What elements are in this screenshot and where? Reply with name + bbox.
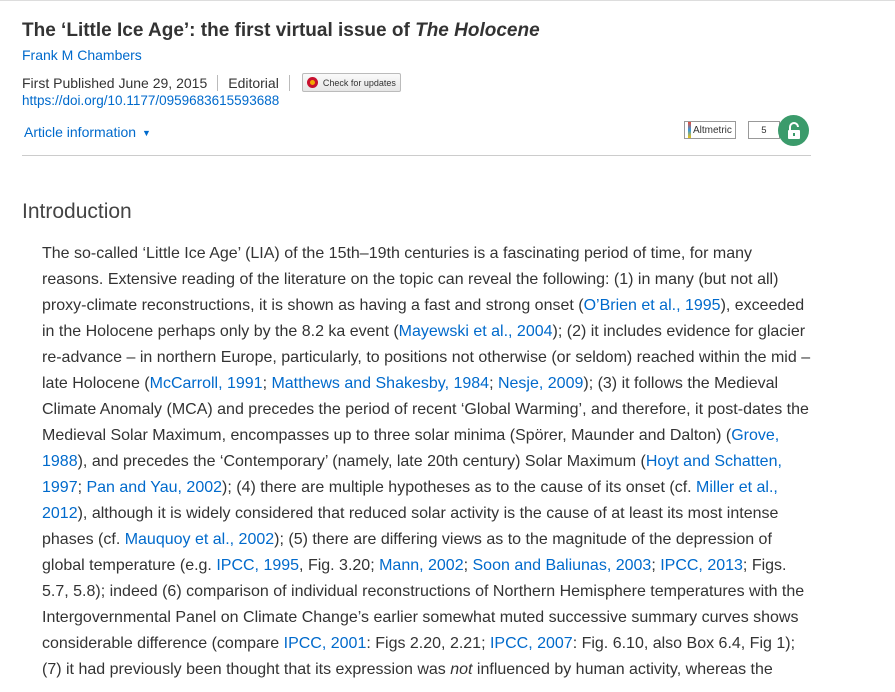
citation-link[interactable]: Hoyt and Schatten, 1997: [42, 453, 782, 496]
paragraph-text: ;: [651, 557, 661, 574]
paragraph-text: influenced by human activity, whereas the: [472, 661, 773, 678]
citation-link[interactable]: Grove, 1988: [42, 427, 780, 470]
section-heading: Introduction: [22, 200, 132, 223]
altmetric-label-box: [684, 121, 736, 139]
citation-link[interactable]: Nesje, 2009: [497, 375, 584, 392]
citation-link[interactable]: Mann, 2002: [379, 557, 464, 574]
top-border: [0, 0, 895, 5]
paragraph-text: ); (4) there are multiple hypotheses as to the cause of its onset (cf.: [222, 479, 697, 496]
citation-link[interactable]: Mayewski et al., 2004: [398, 323, 553, 340]
journal-name: The Holocene: [415, 20, 540, 41]
paragraph-text: ; Figs. 5.7, 5.8); indeed (6) comparison of individual reconstructions of Northern Hemisphere temperatures with the Intergovernmental Panel on Climate Change’s earlier somewhat muted successive summary curves shows considerable difference (compare: [42, 557, 805, 652]
open-access-badge[interactable]: [778, 115, 809, 146]
article-title: [22, 20, 540, 42]
citation-link[interactable]: Miller et al., 2012: [42, 479, 778, 522]
paragraph-text: The so-called ‘Little Ice Age’ (LIA) of the 15th–19th centuries is a fascinating period of time, for many reasons. Extensive reading of the literature on the topic can reveal the following: (1) in many (but not all) proxy-climate reconstructions, it is shown as having a fast and strong onset (: [42, 245, 779, 314]
citation-link[interactable]: IPCC, 2007: [489, 635, 573, 652]
citation-link[interactable]: IPCC, 2001: [283, 635, 367, 652]
altmetric-donut-icon: [688, 122, 691, 138]
paragraph-text: ); (2) it includes evidence for glacier re-advance – in northern Europe, particularly, to positions not otherwise (or seldom) reached within the mid –late Holocene (: [42, 323, 811, 392]
paragraph-text: ), and precedes the ‘Contemporary’ (namely, late 20th century) Solar Maximum (: [77, 453, 646, 470]
paragraph-text: ); (3) it follows the Medieval Climate Anomaly (MCA) and precedes the period of recent ‘Global Warming’, and therefore, it post-dates the Medieval Solar Maximum, encompasses up to three solar minima (Spörer, Maunder and Dalton) (: [42, 375, 809, 444]
crossmark-icon: [307, 77, 318, 88]
body-paragraph: [42, 241, 814, 683]
paragraph-text: ), exceeded in the Holocene perhaps only by the 8.2 ka event (: [42, 297, 805, 340]
citation-link[interactable]: Pan and Yau, 2002: [86, 479, 223, 496]
paragraph-text: : Fig. 6.10, also Box 6.4, Fig 1); (7) it had previously been thought that its expression was: [42, 635, 796, 678]
separator: [217, 75, 218, 91]
check-for-updates-label: Check for updates: [322, 77, 396, 88]
published-date: First Published June 29, 2015: [22, 74, 208, 91]
paragraph-text: ;: [262, 375, 272, 392]
citation-link[interactable]: Soon and Baliunas, 2003: [472, 557, 652, 574]
paragraph-text: ), although it is widely considered that reduced solar activity is the cause of at least its most intense phases (cf.: [42, 505, 779, 548]
citation-link[interactable]: IPCC, 2013: [660, 557, 743, 574]
chevron-down-icon: ▼: [142, 128, 151, 138]
citation-link[interactable]: Matthews and Shakesby, 1984: [271, 375, 490, 392]
doi-link[interactable]: https://doi.org/10.1177/0959683615593688: [22, 93, 280, 108]
paragraph-text: : Figs 2.20, 2.21;: [366, 635, 490, 652]
paragraph-text: ;: [489, 375, 498, 392]
unlock-icon: [786, 122, 802, 140]
citation-link[interactable]: O’Brien et al., 1995: [583, 297, 721, 314]
citation-link[interactable]: McCarroll, 1991: [149, 375, 263, 392]
altmetric-badge[interactable]: [684, 121, 780, 139]
citation-link[interactable]: Mauquoy et al., 2002: [124, 531, 275, 548]
paragraph-text: , Fig. 3.20;: [299, 557, 380, 574]
check-for-updates-button[interactable]: [302, 73, 401, 92]
paragraph-text: ;: [77, 479, 87, 496]
separator: [289, 75, 290, 91]
emphasis-text: not: [450, 661, 473, 678]
altmetric-score: 5: [748, 121, 780, 139]
header-divider: [22, 155, 811, 156]
author-link[interactable]: Frank M Chambers: [22, 47, 142, 63]
altmetric-label: Altmetric: [693, 124, 732, 136]
article-information-toggle[interactable]: [24, 124, 151, 140]
article-type: Editorial: [228, 74, 279, 91]
article-title-main: The ‘Little Ice Age’: the first virtual issue of: [22, 20, 416, 41]
article-information-label: Article information: [24, 124, 137, 140]
citation-link[interactable]: IPCC, 1995: [216, 557, 300, 574]
publication-info-row: [22, 73, 401, 92]
paragraph-text: ); (5) there are differing views as to the magnitude of the depression of global temperature (e.g.: [42, 531, 772, 574]
paragraph-text: ;: [463, 557, 473, 574]
